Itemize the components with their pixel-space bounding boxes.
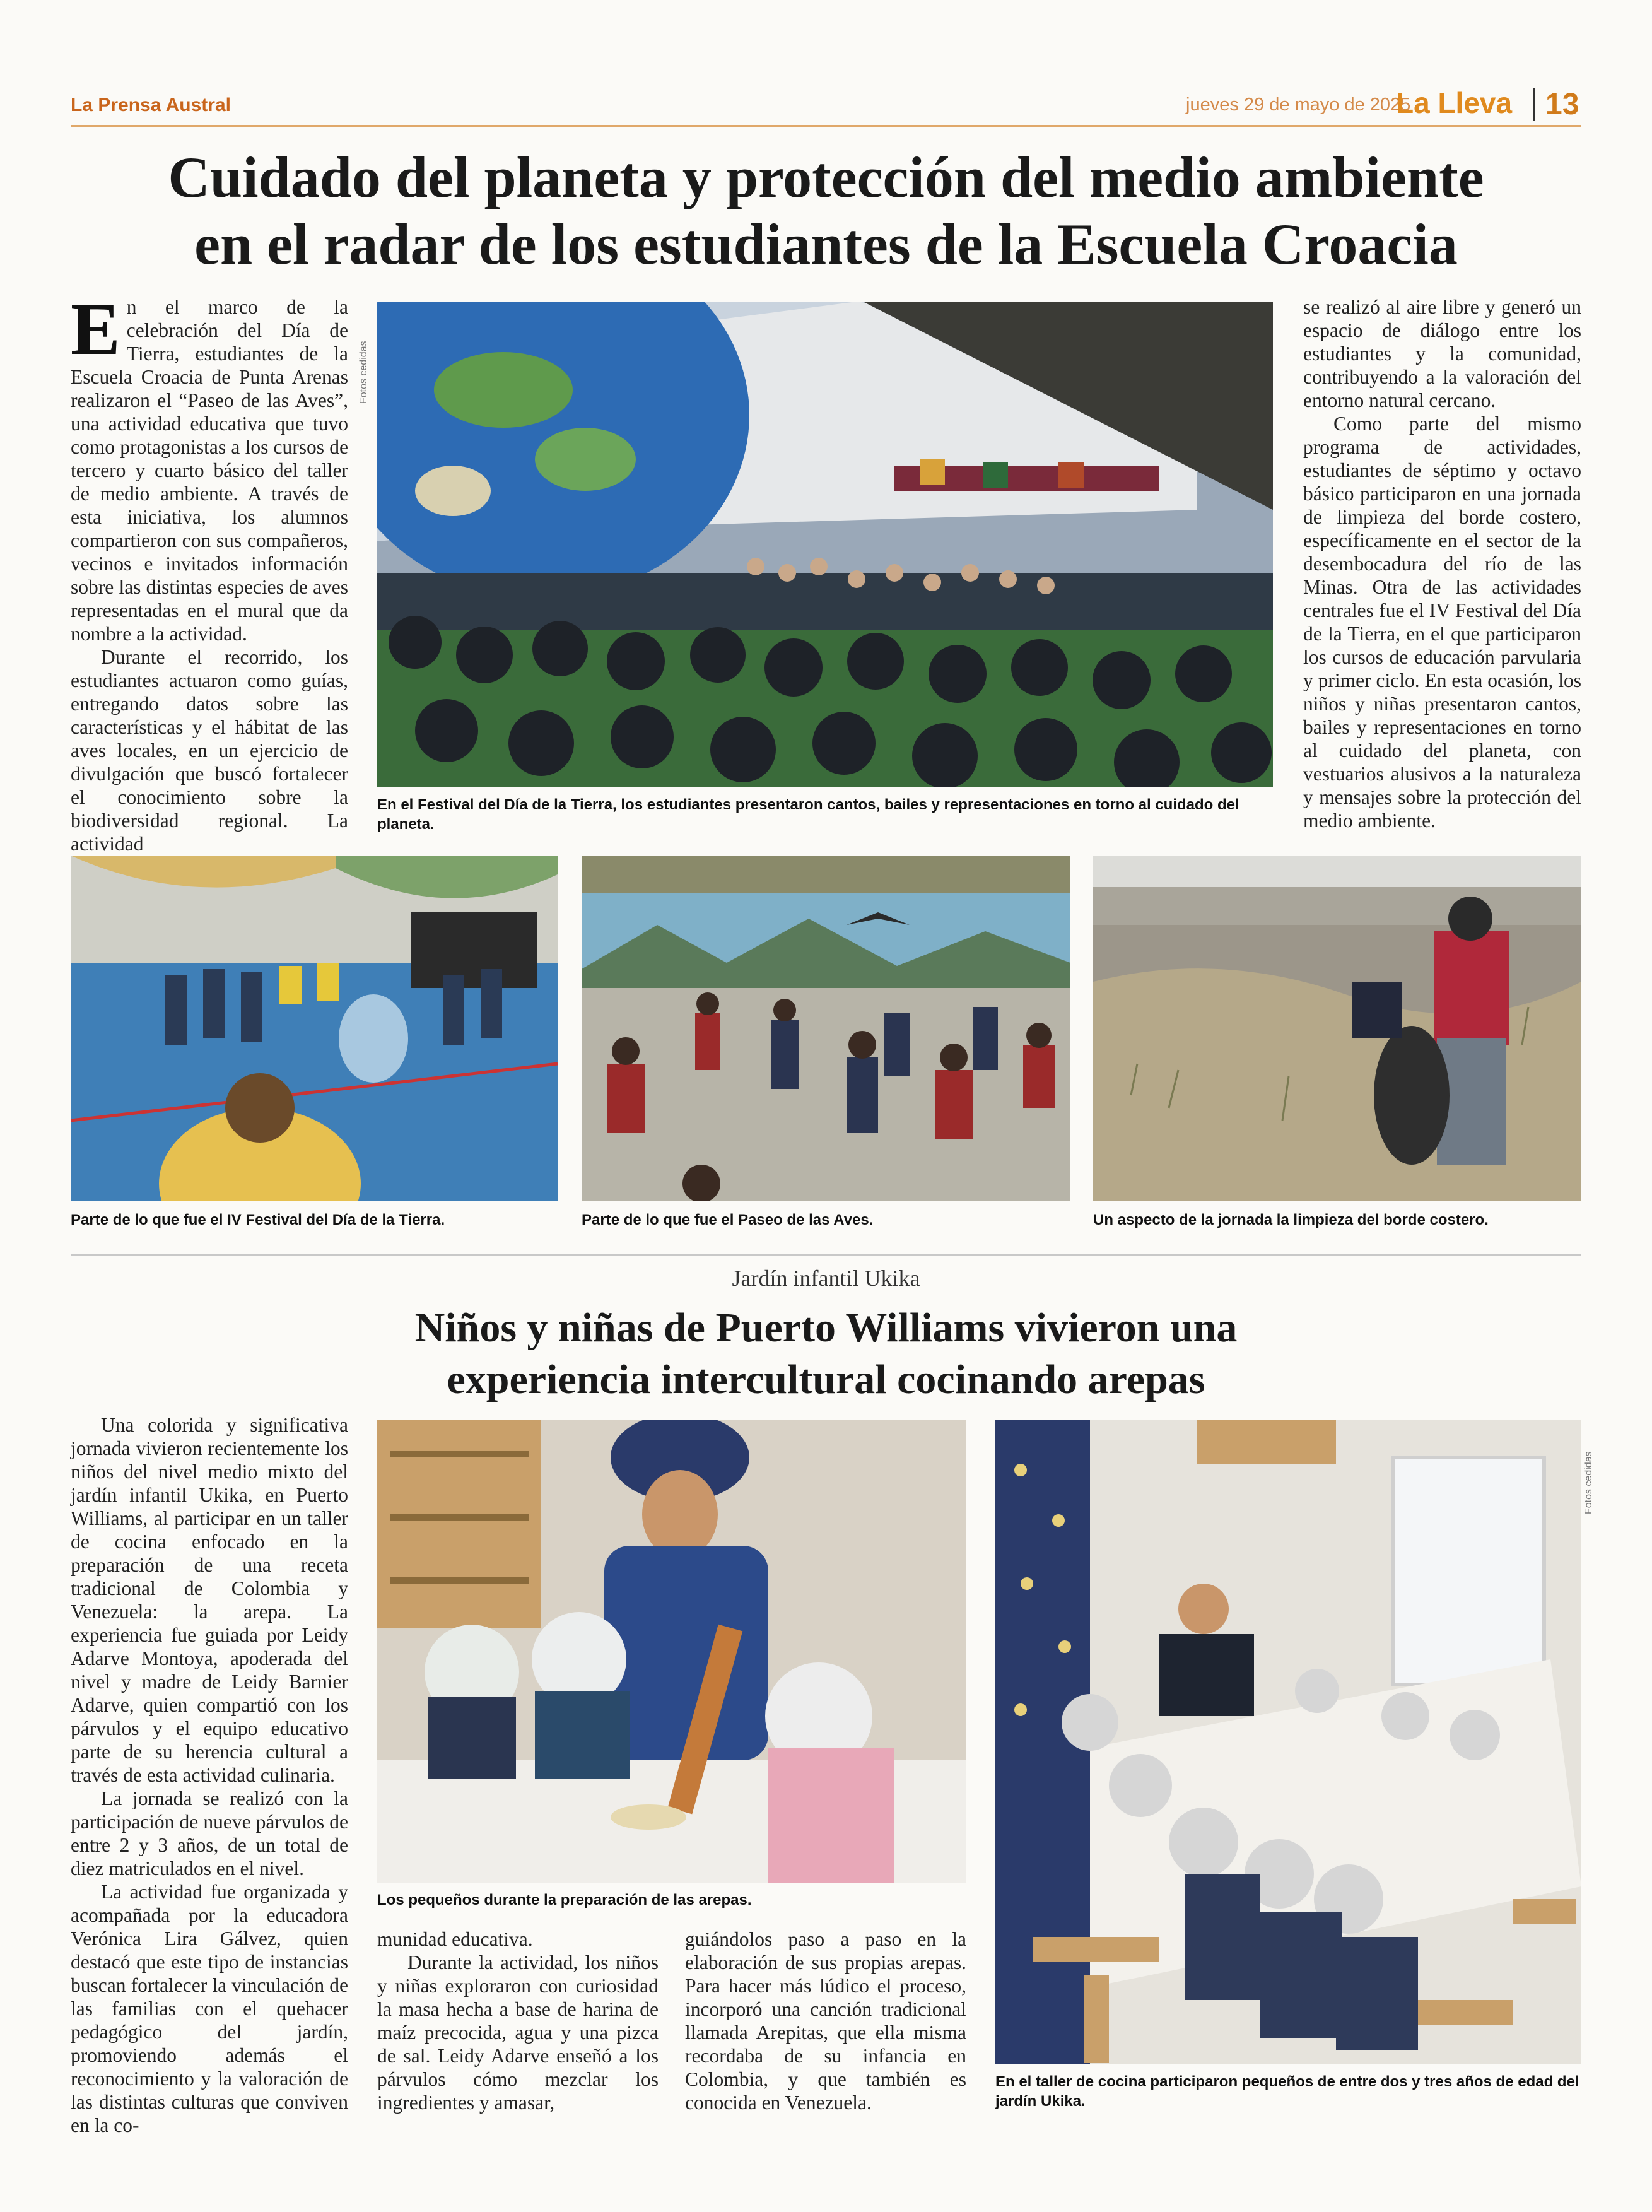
photo-cooking-workshop [995, 1420, 1581, 2064]
borde-costero-image [1093, 856, 1581, 1201]
caption-arepas: Los pequeños durante la preparación de las arepas. [377, 1891, 752, 1909]
festival-gym-image [377, 302, 1273, 787]
header-divider [1533, 88, 1535, 121]
photo-paseo-aves [582, 856, 1070, 1201]
article-separator [71, 1254, 1581, 1256]
publication-name: La Prensa Austral [71, 95, 231, 115]
photo-credit-2: Fotos cedidas [1583, 1451, 1594, 1514]
article1-col3-p1: se realizó al aire libre y generó un espacio de diálogo entre los estudiantes y la comunidad, contribuyendo a la valoración del entorno natural cercano. [1303, 296, 1581, 411]
article1-col1-p1: n el marco de la celebración del Día de Tierra, estudiantes de la Escuela Croacia de Punta Arenas realizaron el “Paseo de las Aves”, una actividad educativa que tuvo como protagonistas a los cursos de tercero y cuarto básico del taller de medio ambiente. A través de esta iniciativa, los alumnos compartieron con sus compañeros, vecinos e invitados información sobre las distintas especies de aves representadas en el mural que da nombre a la actividad. [71, 296, 348, 645]
article2-column-3 [685, 1927, 966, 2114]
caption-cooking-workshop: En el taller de cocina participaron pequeños de entre dos y tres años de edad del jardín Ukika. [995, 2073, 1579, 2110]
article1-headline [71, 144, 1581, 278]
article2-col1-p2: La jornada se realizó con la participación de nueve párvulos de entre 2 y 3 años, de un total de diez matriculados en el nivel. [71, 1787, 348, 1880]
article2-col1-p3: La actividad fue organizada y acompañada por la educadora Verónica Lira Gálvez, quien destacó que este tipo de instancias buscan fortalecer la vinculación de las familias con el quehacer pedagógico del jardín, promoviendo además el reconocimiento y la valoración de las distintas culturas que conviven en la co- [71, 1881, 348, 2136]
festival-dance-image [71, 856, 558, 1201]
caption-costero: Un aspecto de la jornada la limpieza del borde costero. [1093, 1211, 1489, 1228]
section-name: La Lleva [1396, 86, 1513, 119]
photo-credit: Fotos cedidas [358, 341, 369, 404]
article2-col2-p1: munidad educativa. [377, 1928, 533, 1950]
dropcap: E [71, 288, 120, 370]
photo-borde-costero [1093, 856, 1581, 1201]
arepas-preparation-image [377, 1420, 966, 1883]
article1-headline-line2: en el radar de los estudiantes de la Escuela Croacia [194, 212, 1458, 276]
main-photo-caption: En el Festival del Día de la Tierra, los estudiantes presentaron cantos, bailes y representaciones en torno al cuidado del planeta. [377, 796, 1239, 833]
article1-col1-p2: Durante el recorrido, los estudiantes actuaron como guías, entregando datos sobre las características y el hábitat de las aves locales, en un ejercicio de divulgación que buscó fortalecer el conocimiento sobre la biodiversidad regional. La actividad [71, 646, 348, 855]
article1-col3-p2: Como parte del mismo programa de actividades, estudiantes de séptimo y octavo básico participaron en una jornada de limpieza del borde costero, específicamente en el sector de la desembocadura del río de las Minas. Otra de las actividades centrales fue el IV Festival del Día de la Tierra, en el que participaron los cursos de educación parvularia y primer ciclo. En esta ocasión, los niños y niñas presentaron cantos, bailes y representaciones en torno al cuidado del planeta, con vestuarios alusivos a la naturaleza y mensajes sobre la protección del medio ambiente. [1303, 413, 1581, 832]
article2-col1-p1: Una colorida y significativa jornada vivieron recientemente los niños del nivel medio mixto del jardín infantil Ukika, en Puerto Williams, al participar en un taller de cocina enfocado en la preparación de una receta tradicional de Colombia y Venezuela: la arepa. La experiencia fue guiada por Leidy Adarve Montoya, apoderada del nivel y madre de Leidy Barnier Adarve, quien compartió con los párvulos y el equipo educativo parte de su herencia cultural a través de esta actividad culinaria. [71, 1414, 348, 1786]
article1-column-3 [1303, 295, 1581, 832]
photo-festival-dance [71, 856, 558, 1201]
article2-headline [71, 1302, 1581, 1406]
photo-arepas-preparation [377, 1420, 966, 1883]
article1-column-1 [71, 288, 348, 856]
article2-headline-line1: Niños y niñas de Puerto Williams vivieron una [414, 1305, 1238, 1351]
article2-col2-p2: Durante la actividad, los niños y niñas exploraron con curiosidad la masa hecha a base de harina de maíz precocida, agua y una pizca de sal. Leidy Adarve enseñó a los párvulos cómo mezclar los ingredientes y amasar, [377, 1951, 659, 2114]
issue-date: jueves 29 de mayo de 2025 [1186, 95, 1411, 115]
caption-paseo: Parte de lo que fue el Paseo de las Aves. [582, 1211, 874, 1228]
article1-headline-line1: Cuidado del planeta y protección del medio ambiente [168, 145, 1484, 209]
article2-kicker: Jardín infantil Ukika [732, 1266, 920, 1291]
header-rule [71, 125, 1581, 127]
paseo-aves-image [582, 856, 1070, 1201]
article2-col3-p1: guiándolos paso a paso en la elaboración de sus propias arepas. Para hacer más lúdico el proceso, incorporó una canción tradicional llamada Arepitas, que ella misma recordaba de su infancia en Colombia, y que también es conocida en Venezuela. [685, 1928, 966, 2114]
page-number: 13 [1545, 88, 1579, 121]
caption-festival: Parte de lo que fue el IV Festival del Día de la Tierra. [71, 1211, 445, 1228]
main-photo-festival [377, 302, 1273, 787]
cooking-workshop-image [995, 1420, 1581, 2064]
article2-headline-line2: experiencia intercultural cocinando arepas [447, 1356, 1205, 1403]
article2-column-2 [377, 1927, 659, 2114]
article2-column-1 [71, 1413, 348, 2137]
